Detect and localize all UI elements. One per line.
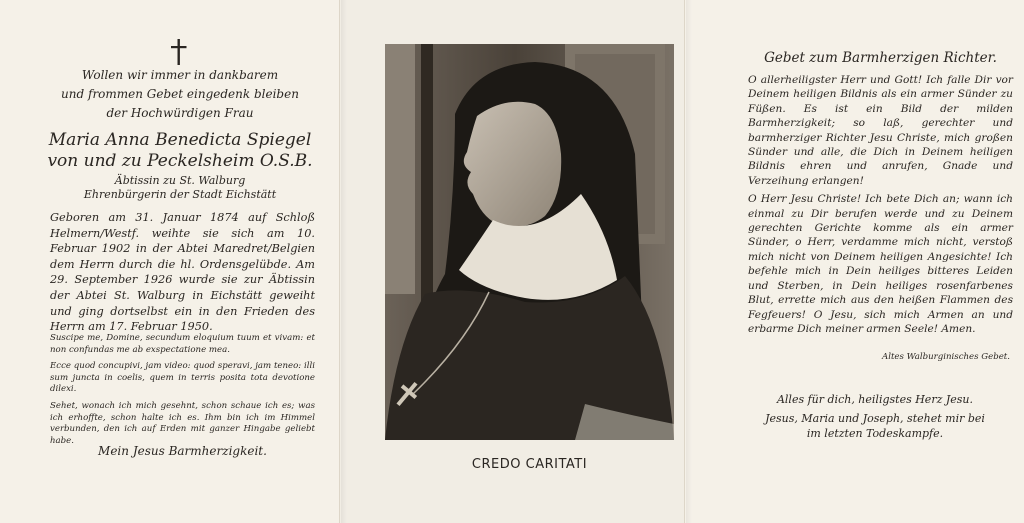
nun-portrait-image	[385, 44, 674, 440]
closing-invocations	[740, 392, 1010, 441]
prayer-text	[748, 73, 1013, 340]
closing-line: im letzten Todeskampfe.	[806, 427, 944, 440]
latin-paragraph: Suscipe me, Domine, secundum eloquium tuum et vivam: et non confundas me ab exspectatione mea.	[50, 333, 315, 355]
title-line: Äbtissin zu St. Walburg	[114, 174, 246, 187]
name-line: Maria Anna Benedicta Spiegel	[48, 130, 312, 150]
latin-paragraph: Ecce quod concupivi, jam video: quod speravi, jam teneo: illi sum juncta in coelis, quem in terris posita tota devotione dilexi.	[50, 361, 315, 395]
portrait-photo	[385, 44, 674, 440]
latin-prayers	[50, 333, 315, 452]
prayer-title: Gebet zum Barmherzigen Richter.	[764, 50, 997, 66]
left-panel	[0, 0, 340, 523]
cross-icon	[168, 38, 190, 66]
intro-line: und frommen Gebet eingedenk bleiben	[61, 87, 299, 101]
photo-caption: CREDO CARITATI	[471, 457, 588, 472]
prayer-paragraph: O allerheiligster Herr und Gott! Ich falle Dir vor Deinem heiligen Bildnis als ein armer Sünder zu Füßen. Es ist ein Bild der milden Barmherzigkeit; so laß, gerechter und barmherziger Richter Jesu Christe, mich großen Sünder und alle, die Dich in Deinem heiligen Bildnis ehren und anrufen, Gnade und Verzeihung erlangen!	[748, 74, 1013, 187]
closing-line: Jesus, Maria und Joseph, stehet mir bei	[765, 412, 985, 425]
name-line: von und zu Peckelsheim O.S.B.	[47, 151, 313, 171]
prayer-source: Altes Walburginisches Gebet.	[882, 352, 1010, 362]
title-line: Ehrenbürgerin der Stadt Eichstätt	[83, 188, 277, 201]
intro-line: Wollen wir immer in dankbarem	[81, 68, 279, 82]
deceased-name	[30, 130, 330, 172]
motto: Mein Jesus Barmherzigkeit.	[98, 444, 267, 458]
biography: Geboren am 31. Januar 1874 auf Schloß Helmern/Westf. weihte sie sich am 10. Februar 1902 in der Abtei Maredret/Belgien dem Herrn durch die hl. Ordensgelübde. Am 29. September 1926 wurde sie zur Äbtissin der Abtei St. Walburg in Eichstätt geweiht und ging dortselbst ein in den Frieden des Herrn am 17. Februar 1950.	[50, 211, 315, 334]
prayer-paragraph: O Herr Jesu Christe! Ich bete Dich an; wann ich einmal zu Dir berufen werde und zu Deinem gerechten Gerichte komme als ein armer Sünder, o Herr, verdamme mich nicht, verstoß mich nicht von Deinem heiligen Angesichte! Ich befehle mich in Dein heiliges bitteres Leiden und Sterben, in Dein heiliges rosenfarbenes Blut, errette mich aus den heißen Flammen des Fegfeuers! O Jesu, sich mich Armen an und erbarme Dich meiner armen Seele! Amen.	[748, 193, 1013, 335]
intro-text	[30, 66, 330, 123]
intro-line: der Hochwürdigen Frau	[106, 106, 254, 120]
german-paragraph: Sehet, wonach ich mich gesehnt, schon schaue ich es; was ich erhoffte, schon halte ich es. Ihm bin ich im Himmel verbunden, den ich auf Erden mit ganzer Hingabe geliebt habe.	[50, 400, 315, 446]
deceased-titles	[30, 174, 330, 202]
closing-line: Alles für dich, heiligstes Herz Jesu.	[776, 393, 974, 406]
